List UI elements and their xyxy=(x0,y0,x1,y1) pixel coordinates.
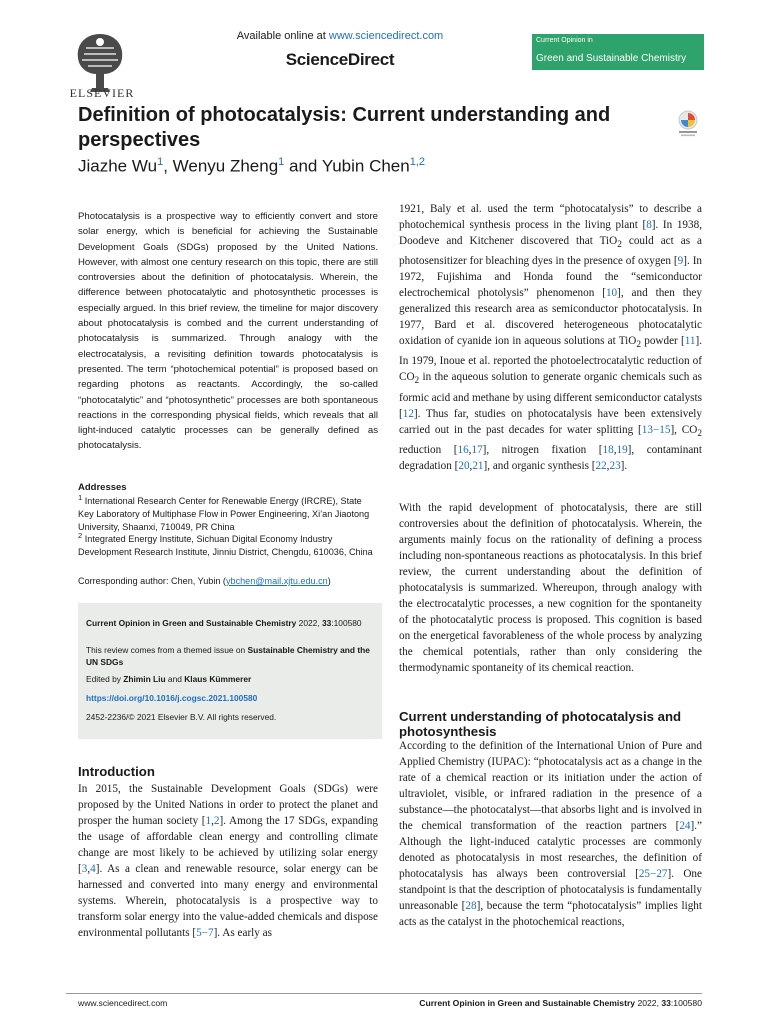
citation-link[interactable]: 11 xyxy=(684,335,696,348)
footer-site[interactable]: www.sciencedirect.com xyxy=(78,998,168,1008)
address-2: $^2$ Integrated Energy Institute, Sichuan Digital Economy Industry Development Research Institute, Jinniu District, Chengdu, 610036, China xyxy=(78,531,373,557)
article-title: Definition of photocatalysis: Current understanding and perspectives xyxy=(78,104,611,151)
corresponding-email-link[interactable]: ybchen@mail.xjtu.edu.cn xyxy=(225,576,328,586)
citation-link[interactable]: 20 xyxy=(458,459,470,472)
introduction-heading: Introduction xyxy=(78,764,155,779)
copyright-line: 2452-2236/© 2021 Elsevier B.V. All rights reserved. xyxy=(86,712,277,722)
citation-link[interactable]: 13−15 xyxy=(641,423,671,436)
elsevier-tree-logo-icon xyxy=(70,28,130,94)
current-understanding-text: According to the definition of the International Union of Pure and Applied Chemistry (IUPAC): “photocatalysis act as a change in the rate of a chemical reaction or its initiation under the action of ultraviolet, visible, or infrared radiation in the presence of a substance—the photocatalyst—that absorbs light and is involved in the chemical transformation of the reaction partners [24].” Although the light-induced catalytic processes are commonly denoted as photocatalysis in most researches, the definition of photocatalysis has always been controversial [25−27]. One standpoint is that the description of photocatalysis is fundamentally unreasonable [28], because the term “photocatalysis” implies light acts as the catalyst in the photochemical reactions, xyxy=(399,740,703,928)
citation-link[interactable]: 21 xyxy=(472,459,484,472)
journal-badge-line2: Green and Sustainable Chemistry xyxy=(536,53,687,64)
address-1: $^1$ International Research Center for Renewable Energy (IRCRE), State Key Laboratory of Multiphase Flow in Power Engineering, Xi’an Jiaotong University, Shaanxi, 710049, PR China xyxy=(78,493,370,532)
check-for-updates-icon[interactable] xyxy=(676,110,700,138)
introduction-text: In 2015, the Sustainable Development Goals (SDGs) were proposed by the United Nations in order to protect the planet and prosper the human society [1,2]. Among the 17 SDGs, expanding the usage of affordable clean energy and controlling climate change are most likely to be achieved by utilizing solar energy [3,4]. As a clean and renewable resource, solar energy can be harnessed and converted into many energy and environmental systems. Wherein, photocatalysis is a prospective way to transform solar energy into the value-added chemicals and dispose environmental pollutants [5−7]. As early as xyxy=(78,783,378,939)
publisher-name: ELSEVIER xyxy=(69,86,135,100)
citation-link[interactable]: 8 xyxy=(646,219,652,231)
citation-link[interactable]: 12 xyxy=(402,407,414,420)
citation-link[interactable]: 16 xyxy=(457,443,469,456)
author-list: Jiazhe Wu$^1$, Wenyu Zheng$^1$ and Yubin Chen$^{1,2}$ xyxy=(78,156,426,176)
citation-link[interactable]: 9 xyxy=(677,255,684,268)
available-online-line: Available online at www.sciencedirect.com xyxy=(236,30,444,42)
citation-link[interactable]: 28 xyxy=(465,900,477,912)
article-info-box xyxy=(78,603,382,739)
controversy-paragraph: With the rapid development of photocatalysis, there are still controversies about the definition of photocatalysis. Wherein, the arguments mainly focus on the rationality of defining a process including non-spontaneous reactions as photocatalysis. In this brief review, the current understanding about the definition of photocatalysis is summarized. Whereupon, through analogy with the electrocatalytic processes, a new cognition for the spontaneity of the photocatalytic process is proposed. This cognition is based on the energetical favorableness of the whole process by analyzing the chemical potentials, rather than only considering the thermodynamic spontaneity of its chemical reaction. xyxy=(399,502,702,674)
journal-badge xyxy=(532,34,704,70)
citation-link[interactable]: 1 xyxy=(205,815,212,827)
current-understanding-heading: Current understanding of photocatalysis and photosynthesis xyxy=(399,709,682,739)
citation-link[interactable]: 10 xyxy=(605,287,618,300)
citation-link[interactable]: 4 xyxy=(90,863,96,875)
citation-link[interactable]: 19 xyxy=(616,443,628,456)
citation-link[interactable]: 24 xyxy=(679,820,691,832)
themed-issue-line: This review comes from a themed issue on Sustainable Chemistry and the UN SDGs xyxy=(86,645,370,667)
footer-citation: Current Opinion in Green and Sustainable Chemistry 2022, 33:100580 xyxy=(419,998,702,1008)
citation-link[interactable]: 17 xyxy=(471,443,483,456)
history-paragraph: 1921, Baly et al. used the term “photocatalysis” to describe a photochemical synthesis process in the living plant [8]. In 1938, Doodeve and Kitchener discovered that TiO$_2$ could act as a photosensitizer for bleaching dyes in the presence of oxygen [9]. In 1972, Fujishima and Honda found the “semiconductor electrochemical photolysis” phenomenon [10], and then they generalized this research area as semiconductor photocatalysis. In 1977, Bard et al. discovered heterogeneous photocatalytic oxidation of cyanide ion in aqueous solutions at TiO$_2$ powder [11]. In 1979, Inoue et al. reported the photoelectrocatalytic reduction of $CO_2$ in the aqueous solution to generate organic chemicals such as formic acid and methane by using different semiconductor catalysts [12]. Thus far, studies on photocatalysis have been extensively carried out in the past decades for water splitting [13−15], $CO_2$ reduction [16,17], nitrogen fixation [18,19], contaminant degradation [20,21], and organic synthesis [22,23]. xyxy=(399,203,703,472)
journal-badge-line1: Current Opinion in xyxy=(536,37,593,44)
platform-name: ScienceDirect xyxy=(285,50,395,69)
abstract-text: Photocatalysis is a prospective way to efficiently convert and store solar energy, which is beneficial for achieving the Sustainable Development Goals (SDGs) proposed by the United Nations. However, with almost one century research on this topic, there are still controversies about the definition of photocatalysis. Wherein, the difference between photocatalytic and photosynthetic processes is especially argued. In this brief review, the timeline for major discovery about photocatalysis is combed and the current understanding of photocatalysis is summarized. Through analogy with the electrocatalysis, a revisiting definition towards photocatalysis is presented. The term “photochemical potential” is proposed based on regarding photons as reactants. Accordingly, the so-called “photocatalytic” and “photosynthetic” processes are both spontaneous reactions in the corresponding physical fields, which reveals that all light-induced catalytic processes can be generally defined as photocatalysis. xyxy=(78,211,378,452)
editors-line: Edited by Zhimin Liu and Klaus Kümmerer xyxy=(86,674,252,684)
addresses-heading: Addresses xyxy=(78,482,127,493)
citation-link[interactable]: 18 xyxy=(602,443,614,456)
citation-link[interactable]: 3 xyxy=(81,863,88,875)
footer-divider xyxy=(66,993,702,994)
citation-link[interactable]: 25−27 xyxy=(638,868,668,880)
doi-link[interactable]: https://doi.org/10.1016/j.cogsc.2021.100580 xyxy=(86,693,258,703)
corresponding-author: Corresponding author: Chen, Yubin (ybchen@mail.xjtu.edu.cn) xyxy=(78,576,331,586)
citation-link[interactable]: 2 xyxy=(213,815,220,827)
citation-link[interactable]: 5−7 xyxy=(196,927,214,939)
citation-line: Current Opinion in Green and Sustainable Chemistry 2022, 33:100580 xyxy=(86,618,362,628)
citation-link[interactable]: 22 xyxy=(595,459,607,472)
citation-link[interactable]: 23 xyxy=(609,459,621,472)
sciencedirect-link[interactable]: www.sciencedirect.com xyxy=(328,30,444,42)
